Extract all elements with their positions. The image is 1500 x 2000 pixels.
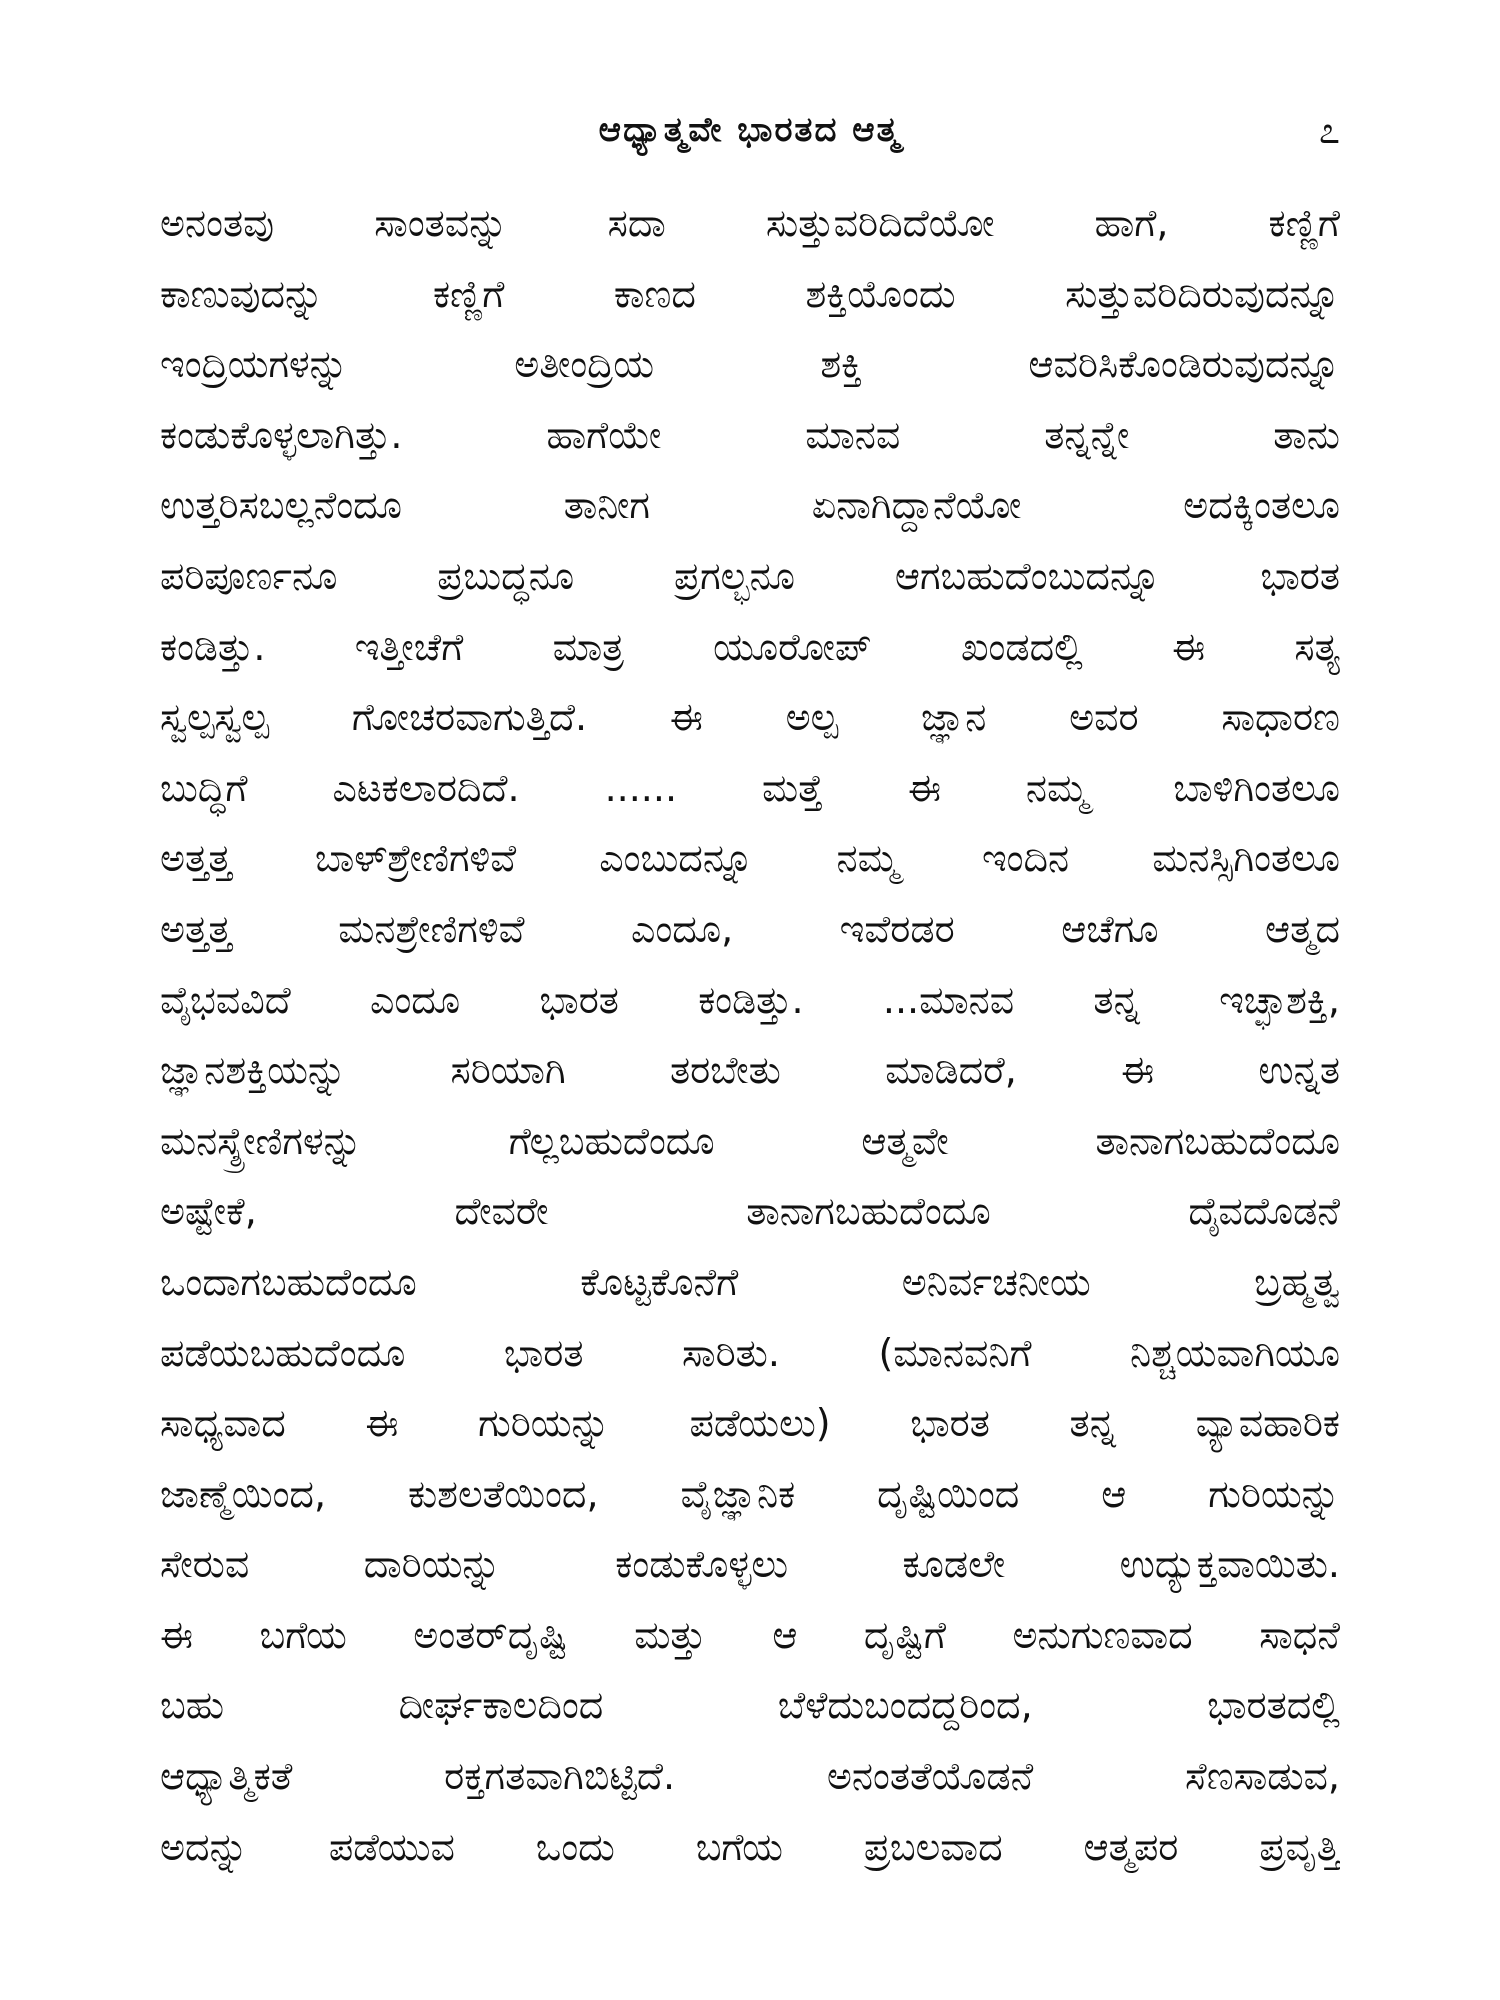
text-line: ಮನಸ್ಶ್ರೇಣಿಗಳನ್ನು ಗೆಲ್ಲಬಹುದೆಂದೂ ಆತ್ಮವೇ ತಾನಾಗಬಹುದೆಂದೂ bbox=[160, 1118, 1340, 1163]
running-title: ಆಧ್ಯಾತ್ಮವೇ ಭಾರತದ ಆತ್ಮ bbox=[598, 110, 902, 150]
text-line: ಇಂದ್ರಿಯಗಳನ್ನು ಅತೀಂದ್ರಿಯ ಶಕ್ತಿ ಆವರಿಸಿಕೊಂಡಿರುವುದನ್ನೂ bbox=[160, 342, 1340, 387]
text-line: ಸೇರುವ ದಾರಿಯನ್ನು ಕಂಡುಕೊಳ್ಳಲು ಕೂಡಲೇ ಉದ್ಯುಕ್ತವಾಯಿತು. bbox=[160, 1542, 1340, 1587]
text-line: ಅತ್ತತ್ತ ಬಾಳ್‌ಶ್ರೇಣಿಗಳಿವೆ ಎಂಬುದನ್ನೂ ನಮ್ಮ ಇಂದಿನ ಮನಸ್ಸಿಗಿಂತಲೂ bbox=[160, 836, 1340, 881]
text-line: ಜಾಣ್ಮೆಯಿಂದ, ಕುಶಲತೆಯಿಂದ, ವೈಜ್ಞಾನಿಕ ದೃಷ್ಟಿಯಿಂದ ಆ ಗುರಿಯನ್ನು bbox=[160, 1471, 1340, 1516]
text-line: ಒಂದಾಗಬಹುದೆಂದೂ ಕೊಟ್ಟಕೊನೆಗೆ ಅನಿರ್ವಚನೀಯ ಬ್ರಹ್ಮತ್ವ bbox=[160, 1259, 1340, 1304]
text-line: ಈ ಬಗೆಯ ಅಂತರ್‌ದೃಷ್ಟಿ ಮತ್ತು ಆ ದೃಷ್ಟಿಗೆ ಅನುಗುಣವಾದ ಸಾಧನೆ bbox=[160, 1612, 1340, 1657]
text-line: ಬುದ್ಧಿಗೆ ಎಟಕಲಾರದಿದೆ. ...... ಮತ್ತೆ ಈ ನಮ್ಮ ಬಾಳಿಗಿಂತಲೂ bbox=[160, 765, 1340, 810]
text-line: ಅದನ್ನು ಪಡೆಯುವ ಒಂದು ಬಗೆಯ ಪ್ರಬಲವಾದ ಆತ್ಮಪರ ಪ್ರವೃತ್ತಿ bbox=[160, 1824, 1340, 1869]
text-line: ಜ್ಞಾನಶಕ್ತಿಯನ್ನು ಸರಿಯಾಗಿ ತರಬೇತು ಮಾಡಿದರೆ, ಈ ಉನ್ನತ bbox=[160, 1048, 1340, 1093]
body-paragraph bbox=[160, 188, 1340, 1882]
page-header bbox=[160, 100, 1340, 160]
text-line: ಕಂಡುಕೊಳ್ಳಲಾಗಿತ್ತು. ಹಾಗೆಯೇ ಮಾನವ ತನ್ನನ್ನೇ ತಾನು bbox=[160, 412, 1340, 457]
text-line: ಪರಿಪೂರ್ಣನೂ ಪ್ರಬುದ್ಧನೂ ಪ್ರಗಲ್ಭನೂ ಆಗಬಹುದೆಂಬುದನ್ನೂ ಭಾರತ bbox=[160, 553, 1340, 598]
text-line: ಆಧ್ಯಾತ್ಮಿಕತೆ ರಕ್ತಗತವಾಗಿಬಿಟ್ಟಿದೆ. ಅನಂತತೆಯೊಡನೆ ಸೆಣಸಾಡುವ, bbox=[160, 1754, 1340, 1799]
page-number: ೭ bbox=[1318, 108, 1340, 152]
text-line: ವೈಭವವಿದೆ ಎಂದೂ ಭಾರತ ಕಂಡಿತ್ತು. ...ಮಾನವ ತನ್ನ ಇಚ್ಛಾಶಕ್ತಿ, bbox=[160, 977, 1340, 1022]
text-line: ಸಾಧ್ಯವಾದ ಈ ಗುರಿಯನ್ನು ಪಡೆಯಲು) ಭಾರತ ತನ್ನ ವ್ಯಾವಹಾರಿಕ bbox=[160, 1401, 1340, 1446]
text-line: ಕಂಡಿತ್ತು. ಇತ್ತೀಚೆಗೆ ಮಾತ್ರ ಯೂರೋಪ್ ಖಂಡದಲ್ಲಿ ಈ ಸತ್ಯ bbox=[160, 624, 1340, 669]
text-line: ಪಡೆಯಬಹುದೆಂದೂ ಭಾರತ ಸಾರಿತು. (ಮಾನವನಿಗೆ ನಿಶ್ಚಯವಾಗಿಯೂ bbox=[160, 1330, 1340, 1375]
text-line: ಅಷ್ಟೇಕೆ, ದೇವರೇ ತಾನಾಗಬಹುದೆಂದೂ ದೈವದೊಡನೆ bbox=[160, 1189, 1340, 1234]
text-line: ಅನಂತವು ಸಾಂತವನ್ನು ಸದಾ ಸುತ್ತುವರಿದಿದೆಯೋ ಹಾಗೆ, ಕಣ್ಣಿಗೆ bbox=[160, 201, 1340, 245]
text-line: ಅತ್ತತ್ತ ಮನಶ್ರೇಣಿಗಳಿವೆ ಎಂದೂ, ಇವೆರಡರ ಆಚೆಗೂ ಆತ್ಮದ bbox=[160, 906, 1340, 951]
text-line: ಕಾಣುವುದನ್ನು ಕಣ್ಣಿಗೆ ಕಾಣದ ಶಕ್ತಿಯೊಂದು ಸುತ್ತುವರಿದಿರುವುದನ್ನೂ bbox=[160, 271, 1340, 316]
text-line: ಬಹು ದೀರ್ಘಕಾಲದಿಂದ ಬೆಳೆದುಬಂದದ್ದರಿಂದ, ಭಾರತದಲ್ಲಿ bbox=[160, 1683, 1340, 1728]
text-line: ಸ್ವಲ್ಪಸ್ವಲ್ಪ ಗೋಚರವಾಗುತ್ತಿದೆ. ಈ ಅಲ್ಪ ಜ್ಞಾನ ಅವರ ಸಾಧಾರಣ bbox=[160, 695, 1340, 740]
text-line: ಉತ್ತರಿಸಬಲ್ಲನೆಂದೂ ತಾನೀಗ ಏನಾಗಿದ್ದಾನೆಯೋ ಅದಕ್ಕಿಂತಲೂ bbox=[160, 483, 1340, 528]
